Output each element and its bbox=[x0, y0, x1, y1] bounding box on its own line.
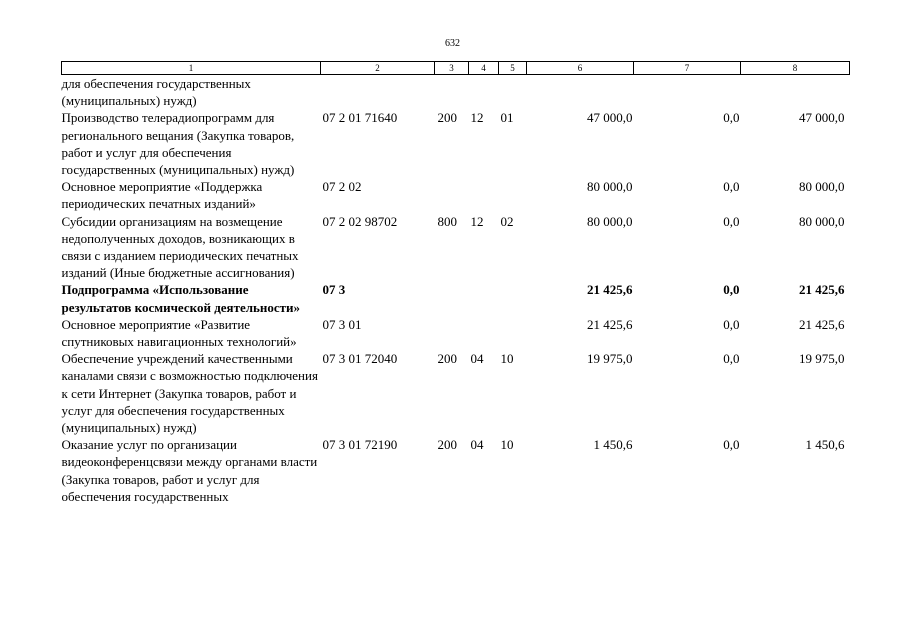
amount-col8 bbox=[741, 75, 850, 110]
column-header-3: 3 bbox=[435, 62, 469, 75]
page-number: 632 bbox=[445, 38, 460, 49]
column-header-4: 4 bbox=[469, 62, 499, 75]
expense-type: 200 bbox=[437, 437, 457, 453]
expense-type: 200 bbox=[437, 110, 457, 126]
subsection-code bbox=[499, 75, 527, 110]
section-code bbox=[469, 75, 499, 110]
subsection-code: 10 bbox=[500, 437, 514, 453]
item-name: Оказание услуг по организации видеоконференцсвязи между органами власти (Закупка товаров, работ и услуг для обеспечения государственных bbox=[61, 437, 318, 504]
section-code bbox=[469, 281, 499, 315]
table-row bbox=[62, 436, 850, 505]
target-code: 07 2 02 98702 bbox=[322, 213, 398, 229]
amount-col6: 21 425,6 bbox=[587, 282, 633, 298]
section-code bbox=[469, 316, 499, 350]
target-code bbox=[321, 75, 435, 110]
amount-col6: 80 000,0 bbox=[587, 179, 633, 195]
expense-type: 800 bbox=[437, 213, 457, 229]
section-code: 12 bbox=[470, 110, 484, 126]
amount-col8: 19 975,0 bbox=[799, 351, 845, 367]
target-code: 07 2 01 71640 bbox=[322, 110, 398, 126]
amount-col7: 0,0 bbox=[723, 179, 740, 195]
item-name: для обеспечения государственных (муниципальных) нужд) bbox=[61, 76, 251, 109]
item-name: Субсидии организациям на возмещение недополученных доходов, возникающих в связи с изданием периодических печатных изданий (Иные бюджетные ассигнования) bbox=[61, 213, 299, 281]
expense-type bbox=[435, 75, 469, 110]
column-header-6: 6 bbox=[527, 62, 634, 75]
budget-table bbox=[61, 61, 850, 505]
column-header-2: 2 bbox=[321, 62, 435, 75]
section-code bbox=[469, 178, 499, 212]
table-row bbox=[62, 350, 850, 436]
target-code: 07 3 01 72190 bbox=[322, 437, 398, 453]
table-row bbox=[62, 178, 850, 212]
target-code: 07 3 01 72040 bbox=[322, 351, 398, 367]
expense-type bbox=[435, 281, 469, 315]
item-name: Подпрограмма «Использование результатов космической деятельности» bbox=[61, 282, 301, 315]
table-row bbox=[62, 281, 850, 315]
column-header-8: 8 bbox=[741, 62, 850, 75]
column-header-5: 5 bbox=[499, 62, 527, 75]
amount-col6: 47 000,0 bbox=[587, 110, 633, 126]
amount-col6: 80 000,0 bbox=[587, 213, 633, 229]
amount-col7 bbox=[634, 75, 741, 110]
subsection-code bbox=[499, 178, 527, 212]
amount-col8: 21 425,6 bbox=[799, 282, 845, 298]
section-code: 12 bbox=[470, 213, 484, 229]
column-header-1: 1 bbox=[62, 62, 321, 75]
column-header-7: 7 bbox=[634, 62, 741, 75]
item-name: Обеспечение учреждений качественными каналами связи с возможностью подключения к сети Интернет (Закупка товаров, работ и услуг для обеспечения государственных (муниципальных) нужд) bbox=[61, 351, 318, 436]
subsection-code: 10 bbox=[500, 351, 514, 367]
expense-type: 200 bbox=[437, 351, 457, 367]
subsection-code bbox=[499, 281, 527, 315]
amount-col8: 21 425,6 bbox=[799, 316, 845, 332]
amount-col7: 0,0 bbox=[723, 282, 740, 298]
target-code: 07 3 bbox=[322, 282, 346, 298]
table-body bbox=[62, 75, 850, 506]
amount-col6 bbox=[527, 75, 634, 110]
table-row bbox=[62, 109, 850, 178]
amount-col7: 0,0 bbox=[723, 213, 740, 229]
amount-col8: 1 450,6 bbox=[805, 437, 845, 453]
subsection-code bbox=[499, 316, 527, 350]
item-name: Основное мероприятие «Развитие спутниковых навигационных технологий» bbox=[61, 316, 297, 350]
section-code: 04 bbox=[470, 437, 484, 453]
table-row bbox=[62, 316, 850, 350]
amount-col7: 0,0 bbox=[723, 351, 740, 367]
amount-col6: 1 450,6 bbox=[593, 437, 633, 453]
table-row bbox=[62, 75, 850, 110]
amount-col7: 0,0 bbox=[723, 437, 740, 453]
amount-col8: 47 000,0 bbox=[799, 110, 845, 126]
item-name: Производство телерадиопрограмм для регионального вещания (Закупка товаров, работ и услуг для обеспечения государственных (муниципальных) нужд) bbox=[61, 110, 295, 178]
target-code: 07 2 02 bbox=[322, 179, 362, 195]
subsection-code: 01 bbox=[500, 110, 514, 126]
table-row bbox=[62, 213, 850, 282]
amount-col6: 19 975,0 bbox=[587, 351, 633, 367]
amount-col6: 21 425,6 bbox=[587, 316, 633, 332]
target-code: 07 3 01 bbox=[322, 316, 362, 332]
section-code: 04 bbox=[470, 351, 484, 367]
column-number-row bbox=[62, 62, 850, 75]
amount-col8: 80 000,0 bbox=[799, 213, 845, 229]
item-name: Основное мероприятие «Поддержка периодических печатных изданий» bbox=[61, 179, 263, 212]
amount-col7: 0,0 bbox=[723, 316, 740, 332]
amount-col7: 0,0 bbox=[723, 110, 740, 126]
expense-type bbox=[435, 178, 469, 212]
subsection-code: 02 bbox=[500, 213, 514, 229]
amount-col8: 80 000,0 bbox=[799, 179, 845, 195]
expense-type bbox=[435, 316, 469, 350]
